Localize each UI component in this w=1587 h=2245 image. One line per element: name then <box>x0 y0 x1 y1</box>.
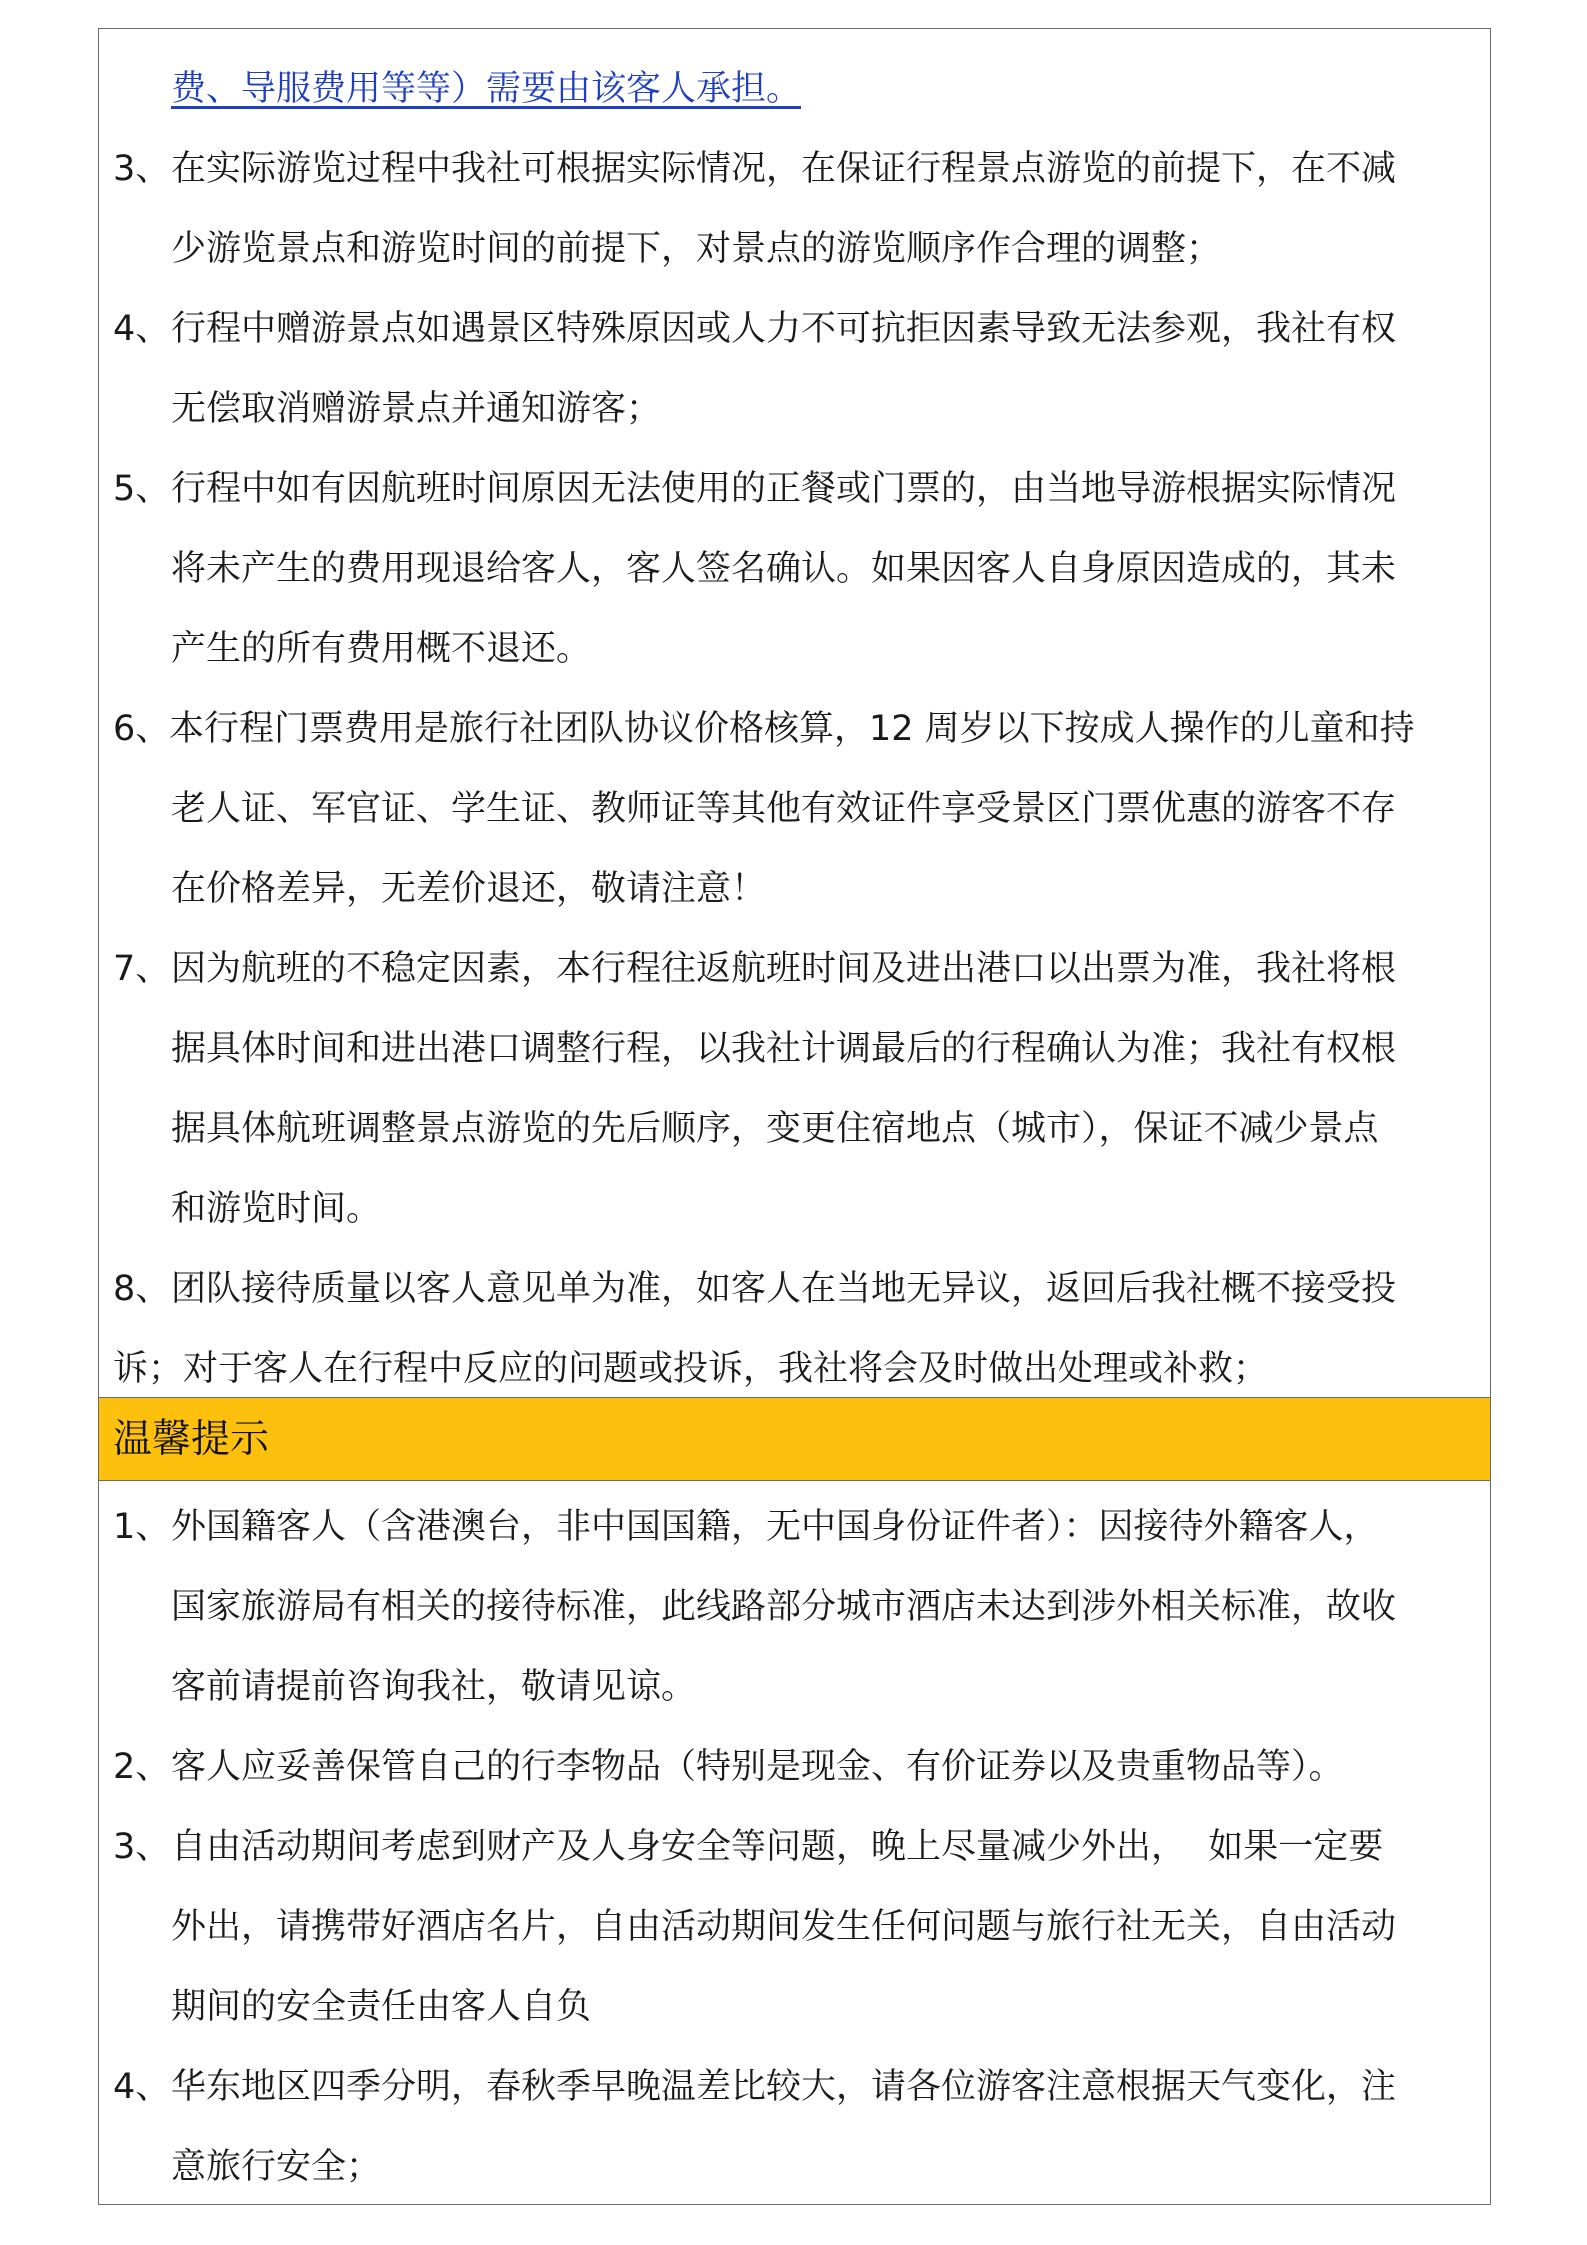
tip-text-line: 外出，请携带好酒店名片，自由活动期间发生任何问题与旅行社无关，自由活动 <box>171 1907 1397 1947</box>
note-text-line: 行程中如有因航班时间原因无法使用的正餐或门票的，由当地导游根据实际情况 <box>171 469 1397 509</box>
tip-text-line: 客前请提前咨询我社，敬请见谅。 <box>171 1667 697 1707</box>
note-item-6-cont <box>99 769 1490 849</box>
note-number: 3、 <box>113 149 171 189</box>
tip-number: 2、 <box>113 1747 171 1787</box>
tip-item-3-cont <box>99 1887 1490 1967</box>
note-text-line: 产生的所有费用概不退还。 <box>171 629 592 669</box>
tip-item-1-cont <box>99 1647 1490 1727</box>
note-text-line: 诉；对于客人在行程中反应的问题或投诉，我社将会及时做出处理或补救； <box>113 1349 1269 1389</box>
note-text-line: 因为航班的不稳定因素，本行程往返航班时间及进出港口以出票为准，我社将根 <box>171 949 1397 989</box>
note-item-4 <box>99 289 1490 369</box>
tips-header <box>99 1397 1490 1481</box>
note-item-5 <box>99 449 1490 529</box>
tip-text-line: 客人应妥善保管自己的行李物品（特别是现金、有价证券以及贵重物品等）。 <box>171 1747 1344 1787</box>
tip-item-3-cont <box>99 1967 1490 2047</box>
note-item-7-cont <box>99 1009 1490 1089</box>
note-text-line: 老人证、军官证、学生证、教师证等其他有效证件享受景区门票优惠的游客不存 <box>171 789 1397 829</box>
itinerary-notes-table <box>98 28 1491 2205</box>
tip-number: 1、 <box>113 1507 171 1547</box>
tip-text-line: 国家旅游局有相关的接待标准，此线路部分城市酒店未达到涉外相关标准，故收 <box>171 1587 1397 1627</box>
note-text-line: 在价格差异，无差价退还，敬请注意！ <box>171 869 767 909</box>
note-text-line: 据具体航班调整景点游览的先后顺序，变更住宿地点（城市），保证不减少景点 <box>171 1109 1379 1149</box>
note-item-7-cont <box>99 1169 1490 1249</box>
note-text-line: 无偿取消赠游景点并通知游客； <box>171 389 662 429</box>
tip-item-3 <box>99 1807 1490 1887</box>
note-text-line: 本行程门票费用是旅行社团队协议价格核算，12 周岁以下按成人操作的儿童和持 <box>169 709 1415 749</box>
tips-title: 温馨提示 <box>113 1417 270 1462</box>
note-text-line: 将未产生的费用现退给客人，客人签名确认。如果因客人自身原因造成的，其未 <box>171 549 1397 589</box>
note-item-3-cont <box>99 209 1490 289</box>
note-text-line: 少游览景点和游览时间的前提下，对景点的游览顺序作合理的调整； <box>171 229 1222 269</box>
note-number: 6、 <box>113 709 171 749</box>
note-number: 8、 <box>113 1269 171 1309</box>
note-text-line: 据具体时间和进出港口调整行程，以我社计调最后的行程确认为准；我社有权根 <box>171 1029 1397 1069</box>
note-text-line: 在实际游览过程中我社可根据实际情况，在保证行程景点游览的前提下，在不减 <box>171 149 1397 189</box>
note-item-6 <box>99 689 1490 769</box>
tip-item-2 <box>99 1727 1490 1807</box>
note-text-line: 和游览时间。 <box>171 1189 382 1229</box>
tip-number: 4、 <box>113 2067 171 2107</box>
note-item-7-cont <box>99 1089 1490 1169</box>
note-item-7 <box>99 929 1490 1009</box>
tip-text-line: 自由活动期间考虑到财产及人身安全等问题，晚上尽量减少外出， 如果一定要 <box>171 1827 1384 1867</box>
tip-text-line: 华东地区四季分明，春秋季早晚温差比较大，请各位游客注意根据天气变化，注 <box>171 2067 1397 2107</box>
tip-text-line: 期间的安全责任由客人自负 <box>171 1987 592 2027</box>
tip-text-line: 外国籍客人（含港澳台，非中国国籍，无中国身份证件者）：因接待外籍客人， <box>171 1507 1379 1547</box>
note-item-4-cont <box>99 369 1490 449</box>
tip-item-1 <box>99 1487 1490 1567</box>
tip-number: 3、 <box>113 1827 171 1867</box>
note-item-8 <box>99 1249 1490 1329</box>
note-item-5-cont <box>99 609 1490 689</box>
note-text-line: 行程中赠游景点如遇景区特殊原因或人力不可抗拒因素导致无法参观，我社有权 <box>171 309 1397 349</box>
continuation-link[interactable]: 费、导服费用等等）需要由该客人承担。 <box>171 69 802 109</box>
note-number: 4、 <box>113 309 171 349</box>
note-number: 5、 <box>113 469 171 509</box>
tip-text-line: 意旅行安全； <box>171 2147 382 2187</box>
note-item-5-cont <box>99 529 1490 609</box>
tip-item-1-cont <box>99 1567 1490 1647</box>
tips-section <box>99 1481 1490 2206</box>
notes-section <box>99 29 1490 1397</box>
note-text-line: 团队接待质量以客人意见单为准，如客人在当地无异议，返回后我社概不接受投 <box>171 1269 1397 1309</box>
note-number: 7、 <box>113 949 171 989</box>
note-item-3 <box>99 129 1490 209</box>
continuation-line <box>99 49 1490 129</box>
tip-item-4 <box>99 2047 1490 2127</box>
tip-item-4-cont <box>99 2127 1490 2207</box>
note-item-6-cont <box>99 849 1490 929</box>
